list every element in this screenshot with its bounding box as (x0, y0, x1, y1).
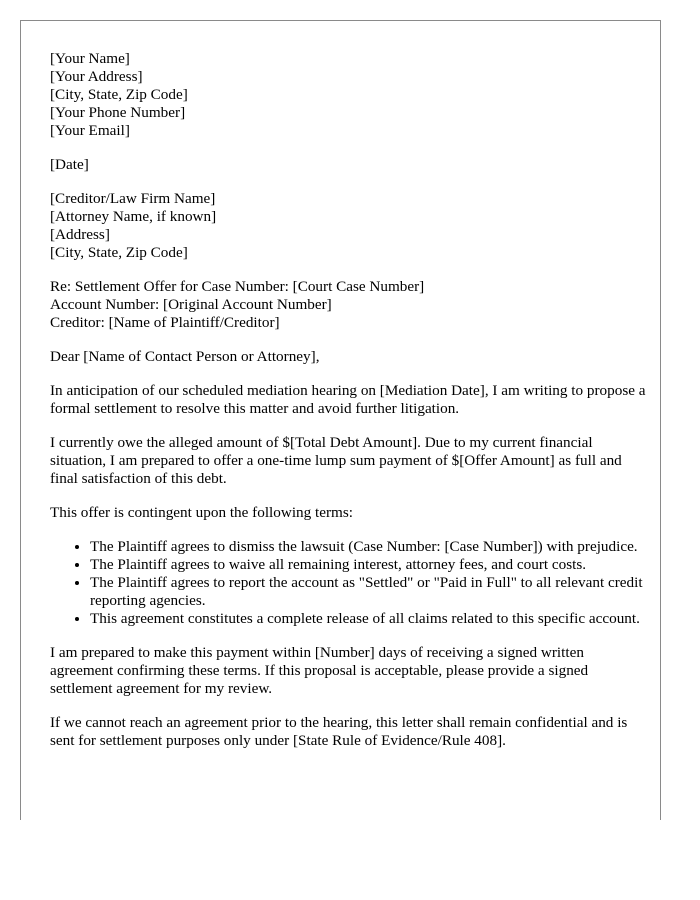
recipient-city-state-zip: [City, State, Zip Code] (50, 244, 188, 261)
sender-email: [Your Email] (50, 122, 130, 139)
recipient-firm: [Creditor/Law Firm Name] (50, 190, 216, 207)
creditor-line: Creditor: [Name of Plaintiff/Creditor] (50, 314, 280, 331)
sender-city-state-zip: [City, State, Zip Code] (50, 86, 188, 103)
re-line: Re: Settlement Offer for Case Number: [Court Case Number] (50, 278, 425, 295)
offer-paragraph: I currently owe the alleged amount of $[Total Debt Amount]. Due to my current financial situation, I am prepared to offer a one-time lump sum payment of $[Offer Amount] as full and final satisfaction of this debt. (50, 434, 622, 487)
recipient-address: [Address] (50, 226, 110, 243)
term-item-waive: • The Plaintiff agrees to waive all remaining interest, attorney fees, and court costs. (90, 556, 650, 574)
sender-phone: [Your Phone Number] (50, 104, 186, 121)
recipient-block (50, 190, 650, 262)
sender-name: [Your Name] (50, 50, 130, 67)
intro-paragraph: In anticipation of our scheduled mediation hearing on [Mediation Date], I am writing to propose a formal settlement to resolve this matter and avoid further litigation. (50, 382, 646, 417)
letter-date: [Date] (50, 156, 89, 173)
term-item-report: • The Plaintiff agrees to report the account as "Settled" or "Paid in Full" to all relevant credit reporting agencies. (90, 574, 650, 610)
letter-body (50, 50, 650, 766)
reference-block (50, 278, 650, 332)
sender-address: [Your Address] (50, 68, 143, 85)
terms-intro-paragraph: This offer is contingent upon the following terms: (50, 504, 354, 521)
payment-paragraph: I am prepared to make this payment within [Number] days of receiving a signed written agreement confirming these terms. If this proposal is acceptable, please provide a signed settlement agreement for my review. (50, 644, 589, 697)
recipient-attorney: [Attorney Name, if known] (50, 208, 217, 225)
confidential-paragraph: If we cannot reach an agreement prior to the hearing, this letter shall remain confidential and is sent for settlement purposes only under [State Rule of Evidence/Rule 408]. (50, 714, 628, 749)
date-block (50, 156, 650, 174)
account-line: Account Number: [Original Account Number] (50, 296, 332, 313)
sender-block (50, 50, 650, 140)
letter-page (20, 20, 661, 820)
salutation: Dear [Name of Contact Person or Attorney], (50, 348, 320, 365)
terms-list (50, 538, 650, 628)
term-item-dismiss: • The Plaintiff agrees to dismiss the lawsuit (Case Number: [Case Number]) with prejudice. (90, 538, 650, 556)
term-item-release: • This agreement constitutes a complete release of all claims related to this specific account. (90, 610, 650, 628)
